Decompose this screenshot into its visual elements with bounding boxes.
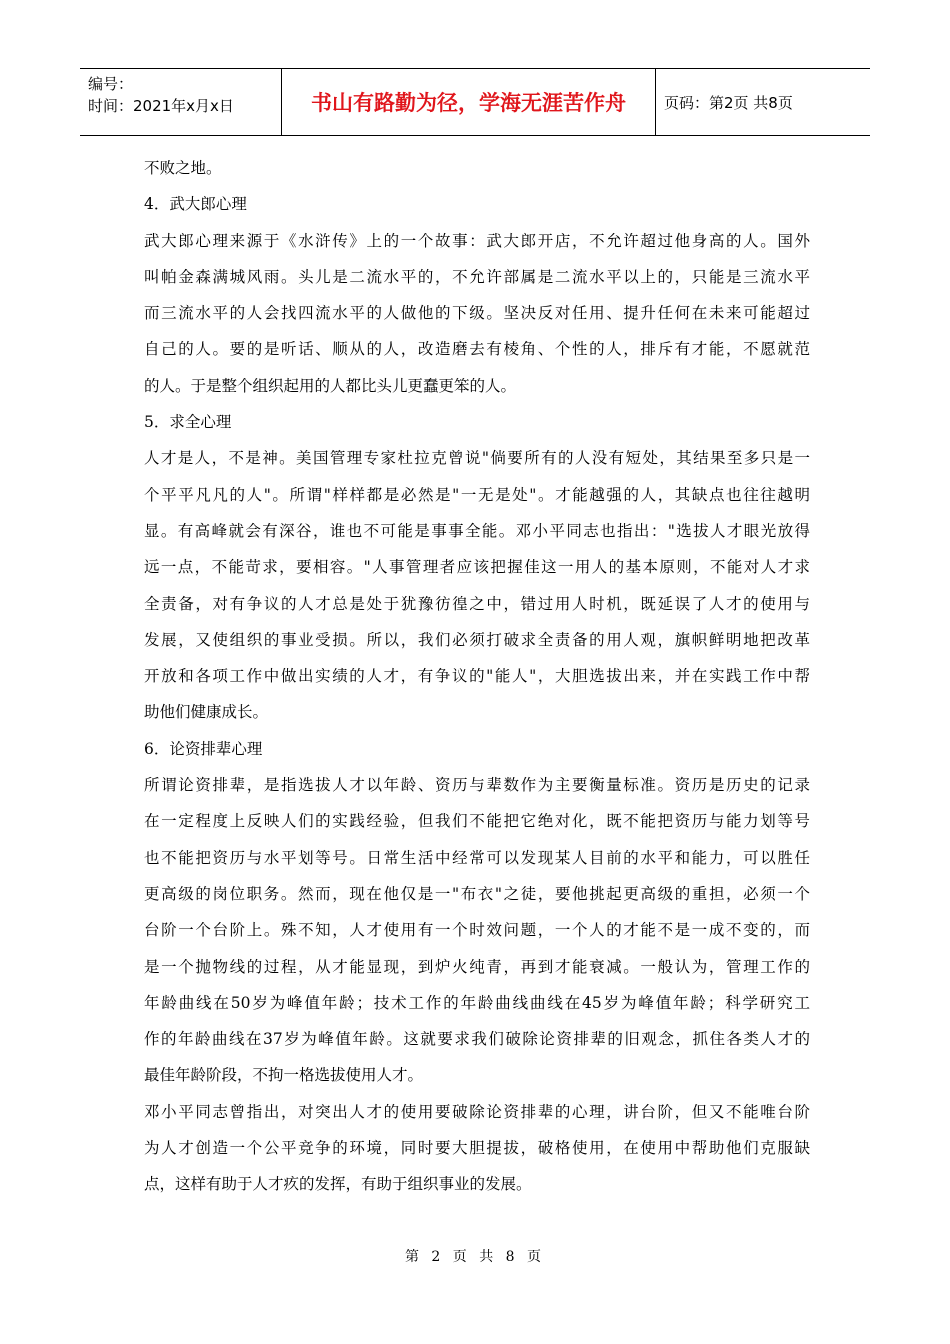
- text-line: 是一个抛物线的过程，从才能显现，到炉火纯青，再到才能衰减。一般认为，管理工作的: [144, 957, 810, 976]
- text-line: 个平平凡凡的人"。所谓"样样都是必然是"一无是处"。才能越强的人，其缺点也往往越明: [144, 485, 810, 504]
- text-line: 而三流水平的人会找四流水平的人做他的下级。坚决反对任用、提升任何在未来可能超过: [144, 304, 810, 323]
- header-info: [80, 69, 282, 135]
- text-line: 作的年龄曲线在37岁为峰值年龄。这就要求我们破除论资排辈的旧观念，抓住各类人才的: [144, 1030, 810, 1049]
- text-line: 也不能把资历与水平划等号。日常生活中经常可以发现某人目前的水平和能力，可以胜任: [144, 848, 810, 867]
- text-line: 自己的人。要的是听话、顺从的人，改造磨去有棱角、个性的人，排斥有才能，不愿就范: [144, 340, 810, 359]
- text-line: 更高级的岗位职务。然而，现在他仅是一"布衣"之徒，要他挑起更高级的重担，必须一个: [144, 884, 810, 903]
- text-line: 最佳年龄阶段，不拘一格选拔使用人才。: [144, 1066, 424, 1085]
- text-line: 不败之地。: [144, 159, 222, 177]
- text-line: 年龄曲线在50岁为峰值年龄；技术工作的年龄曲线曲线在45岁为峰值年龄；科学研究工: [144, 993, 810, 1012]
- document-number: 编号：: [88, 75, 134, 93]
- text-line: 叫帕金森满城风雨。头儿是二流水平的，不允许部属是二流水平以上的，只能是三流水平: [144, 267, 810, 286]
- text-line: 显。有高峰就会有深谷，谁也不可能是事事全能。邓小平同志也指出："选拔人才眼光放得: [144, 521, 810, 540]
- section-heading: 4．武大郎心理: [144, 195, 247, 214]
- text-line: 在一定程度上反映人们的实践经验，但我们不能把它绝对化，既不能把资历与能力划等号: [144, 812, 810, 831]
- section-heading: 6．论资排辈心理: [144, 739, 263, 758]
- header-motto: 书山有路勤为径，学海无涯苦作舟: [282, 69, 656, 135]
- text-line: 点，这样有助于人才疚的发挥，有助于组织事业的发展。: [144, 1175, 532, 1194]
- text-line: 开放和各项工作中做出实绩的人才，有争议的"能人"，大胆选拔出来，并在实践工作中帮: [144, 667, 810, 686]
- text-line: 助他们健康成长。: [144, 703, 269, 722]
- document-time: 时间：2021年x月x日: [88, 97, 234, 115]
- text-line: 全责备，对有争议的人才总是处于犹豫彷徨之中，错过用人时机，既延误了人才的使用与: [144, 594, 810, 613]
- text-line: 的人。于是整个组织起用的人都比头儿更蠢更笨的人。: [144, 376, 517, 395]
- text-line: 武大郎心理来源于《水浒传》上的一个故事：武大郎开店，不允许超过他身高的人。国外: [144, 231, 810, 250]
- text-line: 远一点，不能苛求，要相容。"人事管理者应该把握佳这一用人的基本原则，不能对人才求: [144, 558, 810, 577]
- section-heading: 5．求全心理: [144, 413, 232, 432]
- page-footer: 第 2 页 共 8 页: [404, 1249, 546, 1265]
- text-line: 人才是人，不是神。美国管理专家杜拉克曾说"倘要所有的人没有短处，其结果至多只是一: [144, 449, 810, 468]
- body-text: [144, 150, 810, 1203]
- header-page-number: 页码：第2页 共8页: [664, 93, 793, 112]
- text-line: 为人才创造一个公平竞争的环境，同时要大胆提拔，破格使用，在使用中帮助他们克服缺: [144, 1139, 810, 1158]
- text-line: 发展，又使组织的事业受损。所以，我们必须打破求全责备的用人观，旗帜鲜明地把改革: [144, 630, 810, 649]
- page-header: [80, 68, 870, 136]
- text-line: 邓小平同志曾指出，对突出人才的使用要破除论资排辈的心理，讲台阶，但又不能唯台阶: [144, 1102, 810, 1121]
- text-line: 台阶一个台阶上。殊不知，人才使用有一个时效问题，一个人的才能不是一成不变的，而: [144, 921, 810, 940]
- text-line: 所谓论资排辈，是指选拔人才以年龄、资历与辈数作为主要衡量标准。资历是历史的记录: [144, 776, 810, 795]
